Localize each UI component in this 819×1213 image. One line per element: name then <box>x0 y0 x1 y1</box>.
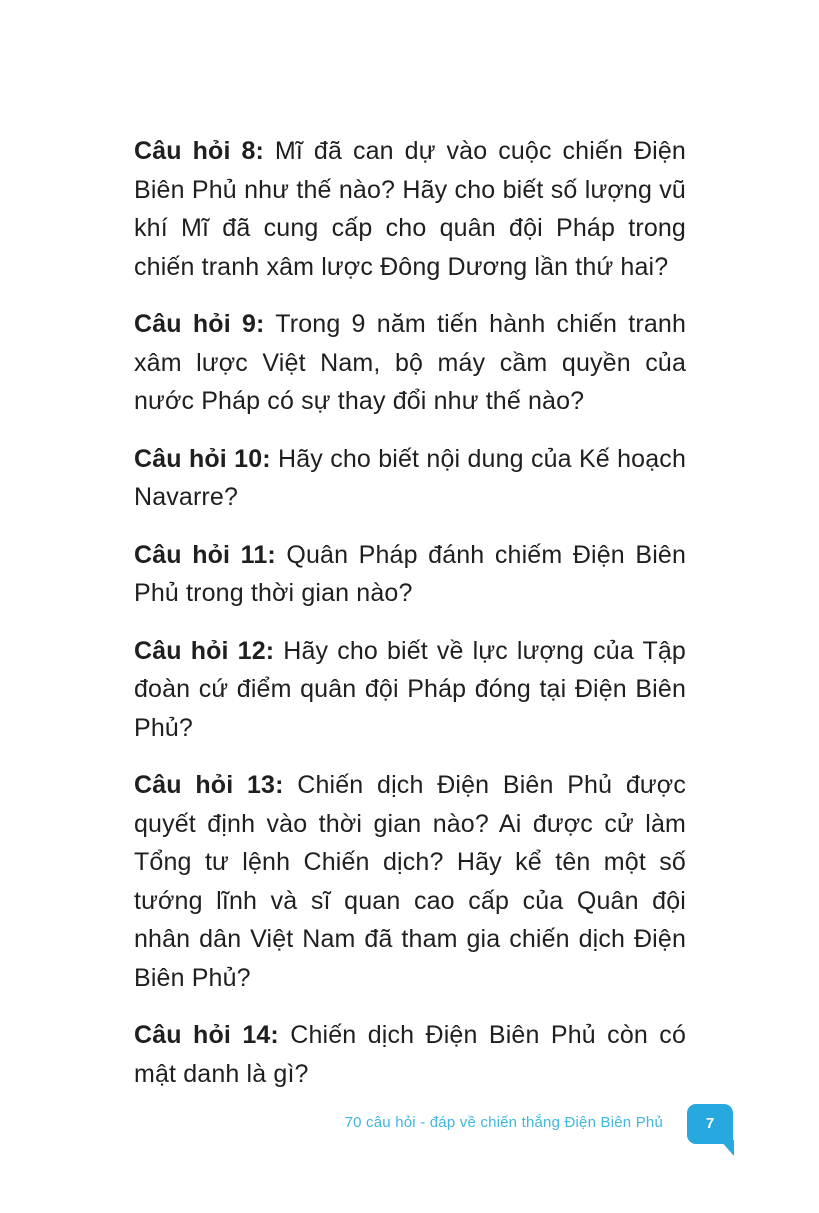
question-text: Chiến dịch Điện Biên Phủ còn có mật danh là gì? <box>134 1021 686 1088</box>
question-text: Hãy cho biết nội dung của Kế hoạch Navarre? <box>134 444 686 511</box>
question-13 <box>134 766 686 997</box>
question-list <box>134 132 686 1112</box>
question-12 <box>134 632 686 748</box>
question-text: Chiến dịch Điện Biên Phủ được quyết định vào thời gian nào? Ai được cử làm Tổng tư lệnh Chiến dịch? Hãy kể tên một số tướng lĩnh và sĩ quan cao cấp của Quân đội nhân dân Việt Nam đã tham gia chiến dịch Điện Biên Phủ? <box>134 771 686 992</box>
question-11 <box>134 536 686 613</box>
question-10 <box>134 440 686 517</box>
question-14 <box>134 1016 686 1093</box>
question-text: Trong 9 năm tiến hành chiến tranh xâm lược Việt Nam, bộ máy cầm quyền của nước Pháp có sự thay đổi như thế nào? <box>134 310 686 415</box>
question-text: Hãy cho biết về lực lượng của Tập đoàn cứ điểm quân đội Pháp đóng tại Điện Biên Phủ? <box>134 636 686 742</box>
question-label: Câu hỏi 14: <box>134 1021 279 1049</box>
page-number: 7 <box>705 1115 715 1132</box>
question-label: Câu hỏi 11: <box>134 540 276 569</box>
question-8 <box>134 132 686 286</box>
question-label: Câu hỏi 8: <box>134 137 264 165</box>
question-9 <box>134 305 686 421</box>
question-text: Quân Pháp đánh chiếm Điện Biên Phủ trong thời gian nào? <box>134 540 687 607</box>
book-title: 70 câu hỏi - đáp về chiến thắng Điện Biên Phủ <box>344 1114 663 1131</box>
question-label: Câu hỏi 10: <box>134 444 271 473</box>
question-label: Câu hỏi 9: <box>134 310 265 338</box>
question-label: Câu hỏi 13: <box>134 771 284 799</box>
question-label: Câu hỏi 12: <box>134 636 275 665</box>
page-footer <box>0 1100 819 1160</box>
question-text: Mĩ đã can dự vào cuộc chiến Điện Biên Phủ như thế nào? Hãy cho biết số lượng vũ khí Mĩ đã cung cấp cho quân đội Pháp trong chiến tranh xâm lược Đông Dương lần thứ hai? <box>134 137 686 281</box>
